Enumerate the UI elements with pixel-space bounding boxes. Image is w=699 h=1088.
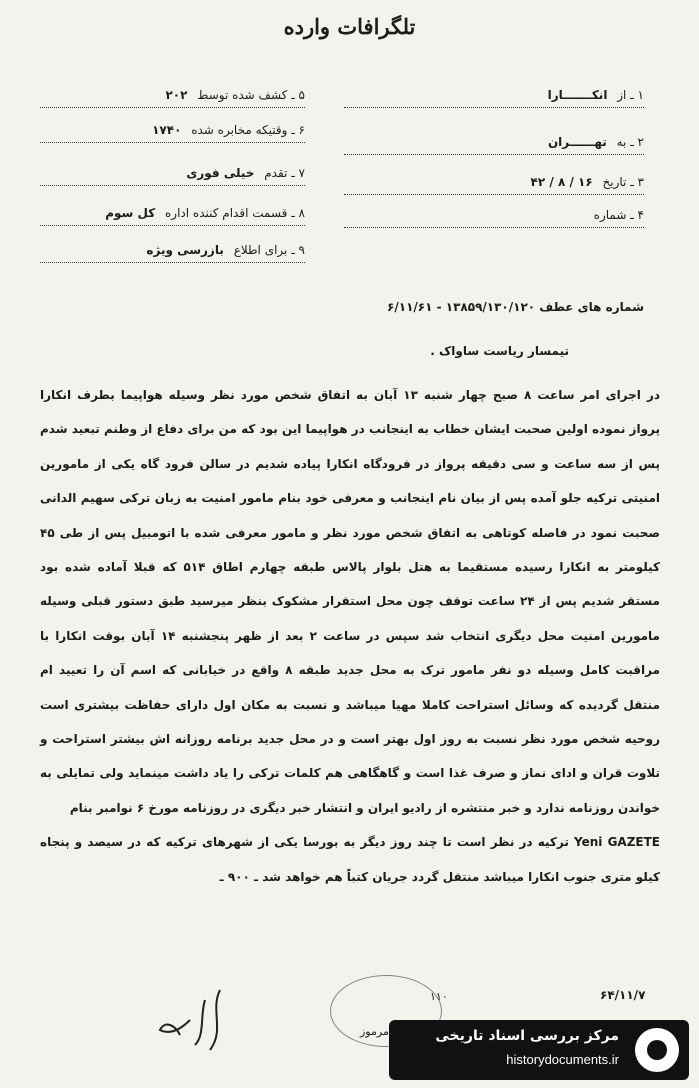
field-for-info [40, 243, 305, 263]
field-value: بازرسی ویژه [146, 243, 224, 257]
dotted-line [344, 194, 644, 195]
field-from [344, 88, 644, 108]
footer-number: ۱۱۰ [430, 990, 448, 1003]
salutation: تیمسار ریاست ساواک . [430, 344, 569, 358]
dotted-line [344, 154, 644, 155]
watermark-title: مرکز بررسی اسناد تاریخی [435, 1028, 619, 1044]
dotted-line [40, 225, 305, 226]
body-paragraph: Yeni GAZETE ترکیه در نظر است تا چند روز دیگر به بورسا یکی از شهرهای ترکیه که در سیصد و پنجاه کیلو متری جنوب انکارا میباشد منتقل گردد جریان کتباًً هم خواهد شد ـ ۹۰۰ ـ [40, 835, 660, 884]
field-label: ۹ ـ برای اطلاع [233, 243, 305, 257]
signature [150, 980, 240, 1060]
field-value: کل سوم [105, 206, 156, 220]
field-transmitted-at [40, 123, 305, 143]
field-label: ۵ ـ کشف شده توسط [197, 88, 305, 102]
watermark [389, 1020, 689, 1080]
dotted-line [40, 142, 305, 143]
field-value: ۱۶ / ۸ / ۴۲ [530, 175, 593, 189]
field-value: ۱۷۴۰ [152, 123, 182, 137]
body-paragraph: در اجرای امر ساعت ۸ صبح چهار شنبه ۱۳ آبان به اتفاق شخص مورد نظر وسیله هواپیما بطرف انکارا پرواز نموده اولین صحبت ایشان خطاب به اینجانب در هواپیما این بود که من برای دفاع از وطنم تبعید شدم پس از سه ساعت و سی دقیقه پرواز در فرودگاه انکارا پیاده شدیم در سالن فرود گاه یکی از مامورین امنیتی ترکیه جلو آمده پس از بیان نام اینجانب و معرفی خود بنام مامور امنیت به زبان ترکی سهیم الدانی صحبت نمود در فاصله کوتاهی به اتفاق شخص مورد نظر و مامور معرفی شده با اتومبیل پس از طی ۴۵ کیلومتر به انکارا رسیده مستقیما به هتل بلوار پالاس طبقه چهارم اطاق ۵۱۴ که قبلا آماده شده بود مستقر شدیم پس از ۲۴ ساعت توقف چون محل استقرار مشکوک بنظر میرسید طبق دستور قبلی وسیله مامورین امنیت محل دیگری انتخاب شد سپس در ساعت ۲ بعد از ظهر پنجشنبه ۱۴ آبان بوقت انکارا با مراقبت کامل وسیله دو نفر مامور ترک به محل جدید طبقه ۸ واقع در خیابانی که اسم آن را تعیید ام منتقل گردیده که وسائل استراحت کاملا مهیا میباشد و نسبت به مکان اول دارای حفاظت بیشتری است روحیه شخص مورد نظر نسبت به روز اول بهتر است و در محل جدید برنامه روزانه اش بیشتر استراحت و تلاوت قران و ادای نماز و صرف غذا است و گاهگاهی هم کلمات ترکی را یاد داشت مینماید ولی تمایلی به خواندن روزنامه ندارد و خبر منتشره از رادیو ایران و انتشار خبر دیگری در روزنامه مورخ ۶ نوامبر بنام [40, 388, 661, 815]
field-label: ۴ ـ شماره [593, 208, 644, 222]
field-to [344, 135, 644, 155]
field-label: ۳ ـ تاریخ [602, 175, 644, 189]
field-label: ۲ ـ به [616, 135, 644, 149]
field-label: ۶ ـ وقتیکه مخابره شده [191, 123, 305, 137]
field-value: تهــــــران [547, 135, 607, 149]
field-decoded-by [40, 88, 305, 108]
watermark-url: historydocuments.ir [506, 1052, 619, 1067]
dotted-line [40, 262, 305, 263]
field-label: ۸ ـ قسمت اقدام کننده اداره [165, 206, 305, 220]
dotted-line [344, 227, 644, 228]
archive-logo-icon [635, 1028, 679, 1072]
field-label: ۷ ـ تقدم [264, 166, 305, 180]
dotted-line [344, 107, 644, 108]
field-value: ۲۰۲ [165, 88, 188, 102]
field-label: ۱ ـ از [617, 88, 644, 102]
field-value: انکـــــــارا [547, 88, 608, 102]
footer-date: ۶۴/۱۱/۷ [600, 988, 646, 1002]
field-acting-dept [40, 206, 305, 226]
dotted-line [40, 107, 305, 108]
field-date [344, 175, 644, 195]
page-title: تلگرافات وارده [283, 14, 416, 39]
field-value: خیلی فوری [186, 166, 255, 180]
field-priority [40, 166, 305, 186]
field-number [344, 208, 644, 228]
reference-numbers: شماره های عطف ۱۳۸۵۹/۱۳۰/۱۲۰ - ۶/۱۱/۶۱ [387, 300, 644, 314]
dotted-line [40, 185, 305, 186]
telegram-body [40, 378, 660, 894]
stamp-text: مرموز [360, 1025, 389, 1038]
